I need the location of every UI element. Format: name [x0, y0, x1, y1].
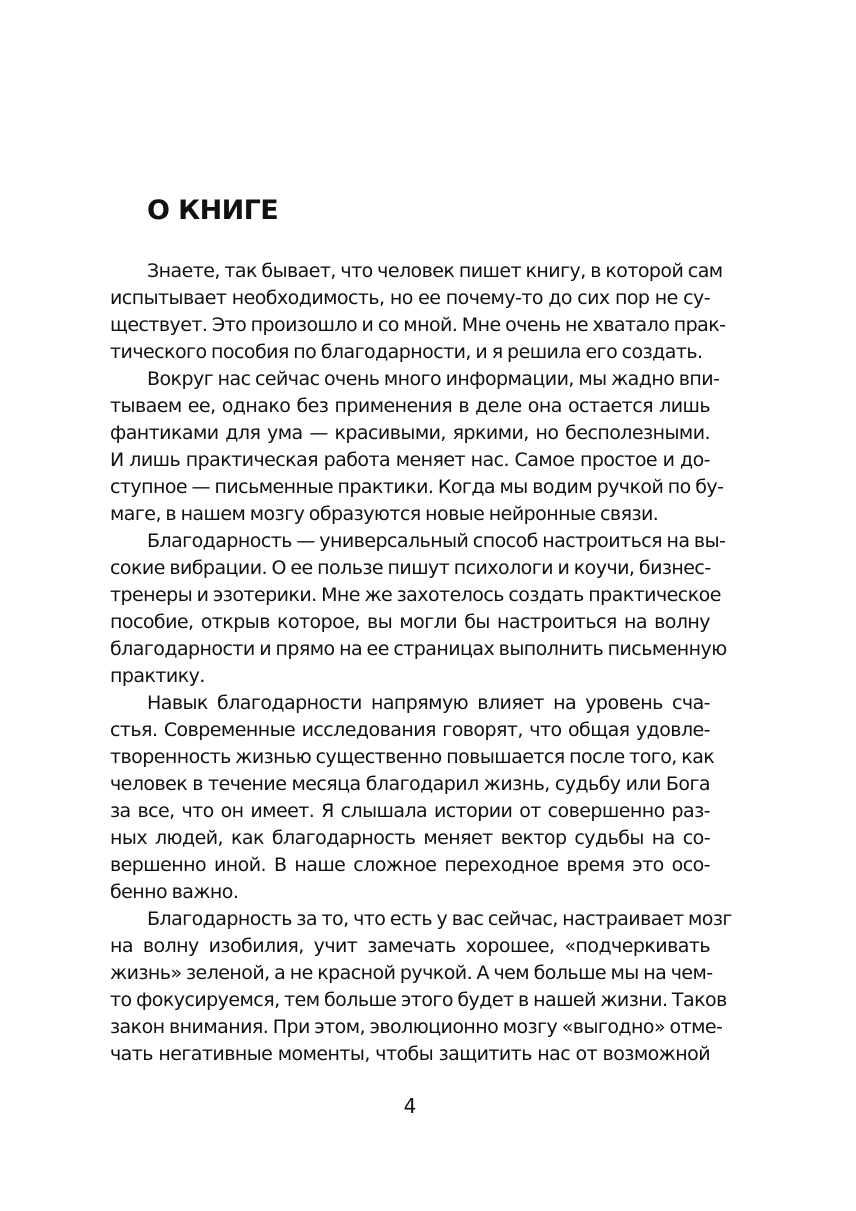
text-line: Знаете, так бывает, что человек пишет книгу, в которой сам [147, 260, 723, 282]
text-line: ществует. Это произошло и со мной. Мне очень не хватало прак- [110, 314, 726, 336]
text-line: закон внимания. При этом, эволюционно мозгу «выгодно» отме- [110, 1016, 723, 1038]
text-line: практику. [110, 665, 205, 687]
text-line: фантиками для ума — красивыми, яркими, но бесполезными. [110, 422, 710, 444]
text-line: благодарности и прямо на ее страницах выполнить письменную [110, 638, 727, 660]
text-line: тического пособия по благодарности, и я решила его создать. [110, 341, 703, 363]
text-line: маге, в нашем мозгу образуются новые нейронные связи. [110, 503, 659, 525]
text-line: бенно важно. [110, 881, 239, 903]
page-number: 4 [403, 1094, 417, 1118]
text-line: за все, что он имеет. Я слышала истории от совершенно раз- [110, 800, 710, 822]
text-line: сокие вибрации. О ее пользе пишут психологи и коучи, бизнес- [110, 557, 711, 579]
text-line: пособие, открыв которое, вы могли бы настроиться на волну [110, 611, 710, 633]
text-line: Вокруг нас сейчас очень много информации, мы жадно впи- [147, 368, 720, 390]
text-line: вершенно иной. В наше сложное переходное время это осо- [110, 854, 710, 876]
section-heading: О КНИГЕ [147, 195, 279, 226]
text-line: ступное — письменные практики. Когда мы водим ручкой по бу- [110, 476, 724, 498]
text-line: тренеры и эзотерики. Мне же захотелось создать практическое [110, 584, 721, 606]
text-line: тываем ее, однако без применения в деле она остается лишь [110, 395, 710, 417]
text-line: человек в течение месяца благодарил жизнь, судьбу или Бога [110, 773, 710, 795]
text-line: жизнь» зеленой, а не красной ручкой. А чем больше мы на чем- [110, 962, 713, 984]
text-line: творенность жизнью существенно повышается после того, как [110, 746, 715, 768]
text-line: ных людей, как благодарность меняет вектор судьбы на со- [110, 827, 710, 849]
text-line: Благодарность за то, что есть у вас сейчас, настраивает мозг [147, 908, 732, 930]
text-line: Навык благодарности напрямую влияет на уровень сча- [147, 692, 710, 714]
text-line: Благодарность — универсальный способ настроиться на вы- [147, 530, 726, 552]
text-line: И лишь практическая работа меняет нас. Самое простое и до- [110, 449, 710, 471]
text-line: испытывает необходимость, но ее почему-то до сих пор не су- [110, 287, 710, 309]
text-line: чать негативные моменты, чтобы защитить нас от возможной [110, 1043, 710, 1065]
text-line: стья. Современные исследования говорят, что общая удовле- [110, 719, 710, 741]
text-line: то фокусируемся, тем больше этого будет в нашей жизни. Таков [110, 989, 727, 1011]
text-line: на волну изобилия, учит замечать хорошее, «подчеркивать [110, 935, 710, 957]
